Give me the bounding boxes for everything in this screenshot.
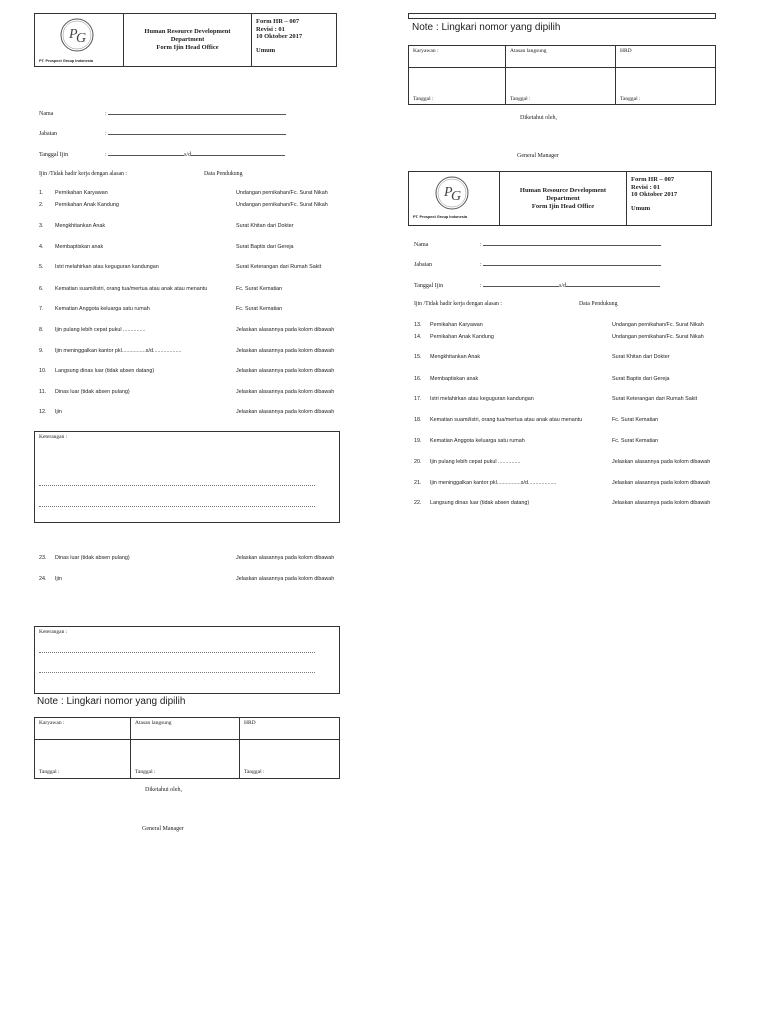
form-number: Form HR – 007 bbox=[256, 18, 300, 25]
dept-line-2: Department bbox=[546, 194, 580, 202]
signature-header-row bbox=[409, 46, 715, 68]
reason-item[interactable] bbox=[39, 576, 62, 582]
header-info-cell bbox=[252, 14, 336, 66]
supporting-doc: Undangan pernikahan/Fc. Surat Nikah bbox=[612, 322, 704, 328]
position-label: Jabatan bbox=[414, 262, 432, 268]
company-logo-icon bbox=[59, 17, 95, 53]
reason-item[interactable] bbox=[39, 286, 207, 292]
header-info-cell bbox=[627, 172, 711, 225]
leave-date-to-line[interactable] bbox=[566, 282, 660, 287]
leave-date-from-line[interactable] bbox=[108, 151, 184, 156]
form-date: 10 Oktober 2017 bbox=[256, 33, 303, 40]
leave-date-label: Tanggal Ijin bbox=[414, 283, 444, 289]
reason-item[interactable] bbox=[414, 438, 525, 444]
signature-table bbox=[34, 717, 340, 779]
supporting-doc: Surat Baptis dari Gereja bbox=[612, 376, 670, 382]
reason-item[interactable] bbox=[39, 389, 130, 395]
remarks-line bbox=[39, 485, 315, 486]
acknowledged-by: Diketahui oleh, bbox=[145, 787, 182, 793]
remarks-label: Keterangan : bbox=[39, 434, 68, 440]
supporting-doc: Jelaskan alasannya pada kolom dibawah bbox=[236, 555, 335, 561]
general-manager-label: General Manager bbox=[517, 153, 559, 159]
reason-item[interactable] bbox=[39, 409, 62, 415]
reason-text: Ijin meninggalkan kantor pkl................s/d................... bbox=[55, 348, 182, 354]
note-text: Note : Lingkari nomor yang dipilih bbox=[37, 696, 186, 707]
name-field[interactable]: Nama : bbox=[414, 241, 661, 248]
reason-text: Dinas luar (tidak absen pulang) bbox=[55, 389, 130, 395]
company-logo-icon bbox=[434, 175, 470, 211]
supervisor-label: Atasan langsung bbox=[135, 720, 172, 726]
supporting-doc: Fc. Surat Kematian bbox=[236, 306, 283, 312]
signature-table-right bbox=[408, 45, 716, 105]
supporting-doc: Jelaskan alasannya pada kolom dibawah bbox=[612, 480, 711, 486]
reason-item[interactable] bbox=[39, 202, 119, 208]
reason-number[interactable]: 18. bbox=[414, 417, 422, 423]
supporting-doc: Jelaskan alasannya pada kolom dibawah bbox=[612, 459, 711, 465]
reason-text: Mengkhitankan Anak bbox=[55, 223, 106, 229]
supporting-doc: Jelaskan alasannya pada kolom dibawah bbox=[236, 368, 335, 374]
position-field[interactable]: Jabatan : bbox=[414, 261, 661, 268]
reason-heading: Ijin /Tidak hadir kerja dengan alasan : bbox=[39, 171, 128, 177]
remarks-line bbox=[39, 506, 315, 507]
supporting-doc: Jelaskan alasannya pada kolom dibawah bbox=[236, 389, 335, 395]
reason-number[interactable]: 23. bbox=[39, 555, 47, 561]
reason-number[interactable]: 3. bbox=[39, 223, 44, 229]
dept-line-2: Department bbox=[170, 36, 205, 43]
reason-item[interactable] bbox=[414, 480, 556, 486]
form-category: Umum bbox=[631, 204, 651, 212]
name-line[interactable] bbox=[108, 110, 286, 115]
svg-text:G: G bbox=[76, 31, 87, 46]
hrd-label: HRD bbox=[620, 48, 632, 54]
reason-item[interactable] bbox=[39, 223, 105, 229]
header-title-cell bbox=[500, 172, 627, 225]
employee-date-label: Tanggal : bbox=[413, 96, 434, 102]
remarks-label: Keterangan : bbox=[39, 629, 68, 635]
reason-number[interactable]: 13. bbox=[414, 322, 422, 328]
reason-item[interactable] bbox=[39, 555, 130, 561]
supporting-doc: Surat Keterangan dari Rumah Sakit bbox=[612, 396, 698, 402]
reason-number[interactable]: 11. bbox=[39, 389, 47, 395]
hrd-date-label: Tanggal : bbox=[620, 96, 641, 102]
reason-number[interactable]: 17. bbox=[414, 396, 422, 402]
reason-item[interactable] bbox=[414, 322, 483, 328]
reason-item[interactable] bbox=[39, 306, 150, 312]
reason-text: Pernikahan Karyawan bbox=[55, 190, 108, 196]
supporting-doc: Surat Khitan dari Dokter bbox=[612, 354, 670, 360]
leave-date-field[interactable]: Tanggal Ijin : s/d bbox=[39, 151, 285, 158]
dept-line-1: Human Resource Development bbox=[519, 186, 607, 194]
supporting-doc: Surat Khitan dari Dokter bbox=[236, 223, 294, 229]
reason-text: Membaptiskan anak bbox=[55, 244, 104, 250]
reason-text: Kematian Anggota keluarga satu rumah bbox=[55, 306, 150, 312]
reason-text: Kematian Anggota keluarga satu rumah bbox=[430, 438, 525, 444]
supporting-doc: Surat Baptis dari Gereja bbox=[236, 244, 294, 250]
supporting-doc: Jelaskan alasannya pada kolom dibawah bbox=[236, 348, 335, 354]
reason-text: Langsung dinas luar (tidak absen datang) bbox=[430, 500, 530, 506]
form-date: 10 Oktober 2017 bbox=[631, 191, 678, 198]
reason-text: Ijin pulang lebih cepat pukul ............... bbox=[55, 327, 146, 333]
reason-item[interactable] bbox=[414, 500, 529, 506]
reason-number[interactable]: 16. bbox=[414, 376, 422, 382]
svg-text:G: G bbox=[451, 189, 462, 204]
position-line[interactable] bbox=[483, 261, 661, 266]
supporting-doc: Fc. Surat Kematian bbox=[612, 417, 659, 423]
reason-number[interactable]: 19. bbox=[414, 438, 422, 444]
reason-item[interactable] bbox=[414, 417, 582, 423]
supporting-doc: Fc. Surat Kematian bbox=[236, 286, 283, 292]
reason-number[interactable]: 7. bbox=[39, 306, 44, 312]
form-header-left bbox=[34, 13, 337, 67]
general-manager-label: General Manager bbox=[142, 826, 184, 832]
name-label: Nama bbox=[39, 111, 54, 117]
leave-date-field[interactable]: Tanggal Ijin : s/d bbox=[414, 282, 660, 289]
remarks-line bbox=[39, 652, 315, 653]
svg-text:P: P bbox=[69, 27, 78, 42]
company-name: PT. Prospect Group Indonesia bbox=[39, 59, 94, 63]
position-line[interactable] bbox=[108, 130, 286, 135]
acknowledged-by: Diketahui oleh, bbox=[520, 115, 557, 121]
employee-date-label: Tanggal : bbox=[39, 769, 60, 775]
leave-date-label: Tanggal Ijin bbox=[39, 152, 69, 158]
supporting-doc: Jelaskan alasannya pada kolom dibawah bbox=[236, 327, 335, 333]
reason-number[interactable]: 10. bbox=[39, 368, 47, 374]
supervisor-date-label: Tanggal : bbox=[510, 96, 531, 102]
top-right-strip bbox=[408, 13, 716, 19]
reason-item[interactable] bbox=[39, 244, 103, 250]
reason-number[interactable]: 21. bbox=[414, 480, 422, 486]
reason-text: Istri melahirkan atau keguguran kandungan bbox=[430, 396, 534, 402]
reason-number[interactable]: 1. bbox=[39, 190, 44, 196]
reason-number[interactable]: 4. bbox=[39, 244, 44, 250]
name-line[interactable] bbox=[483, 241, 661, 246]
reason-number[interactable]: 15. bbox=[414, 354, 422, 360]
supporting-doc: Surat Keterangan dari Rumah Sakit bbox=[236, 264, 322, 270]
supporting-doc: Jelaskan alasannya pada kolom dibawah bbox=[612, 500, 711, 506]
sd-label: s/d bbox=[559, 283, 567, 289]
form-revision: Revisi : 01 bbox=[631, 183, 660, 191]
reason-number[interactable]: 9. bbox=[39, 348, 44, 354]
reason-text: Langsung dinas luar (tidak absen datang) bbox=[55, 368, 155, 374]
reason-text: Dinas luar (tidak absen pulang) bbox=[55, 555, 130, 561]
remarks-line bbox=[39, 672, 315, 673]
dept-line-1: Human Resource Development bbox=[144, 28, 231, 35]
reason-item[interactable] bbox=[39, 327, 146, 333]
supervisor-label: Atasan langsung bbox=[510, 48, 547, 54]
reason-number[interactable]: 22. bbox=[414, 500, 422, 506]
reason-number[interactable]: 20. bbox=[414, 459, 422, 465]
hrd-label: HRD bbox=[244, 720, 256, 726]
supervisor-date-label: Tanggal : bbox=[135, 769, 156, 775]
reason-text: Ijin bbox=[55, 409, 62, 415]
reason-item[interactable] bbox=[39, 190, 108, 196]
leave-date-from-line[interactable] bbox=[483, 282, 559, 287]
reason-heading: Ijin /Tidak hadir kerja dengan alasan : bbox=[414, 301, 503, 307]
reason-text: Pernikahan Anak Kandung bbox=[55, 202, 119, 208]
reason-item[interactable] bbox=[39, 264, 159, 270]
supporting-data-heading: Data Pendukung bbox=[579, 301, 618, 307]
name-field[interactable]: Nama : bbox=[39, 110, 286, 117]
note-text-right: Note : Lingkari nomor yang dipilih bbox=[412, 22, 561, 33]
reason-text: Ijin meninggalkan kantor pkl................s/d................... bbox=[430, 480, 557, 486]
reason-item[interactable] bbox=[414, 376, 478, 382]
supporting-doc: Undangan pernikahan/Fc. Surat Nikah bbox=[612, 334, 704, 340]
reason-number[interactable]: 2. bbox=[39, 202, 44, 208]
reason-item[interactable] bbox=[39, 368, 154, 374]
remarks-box[interactable] bbox=[34, 431, 340, 523]
supporting-doc: Jelaskan alasannya pada kolom dibawah bbox=[236, 409, 335, 415]
supporting-doc: Undangan pernikahan/Fc. Surat Nikah bbox=[236, 190, 328, 196]
header-title-cell bbox=[124, 14, 252, 66]
reason-item[interactable] bbox=[414, 334, 494, 340]
supporting-doc: Fc. Surat Kematian bbox=[612, 438, 659, 444]
name-label: Nama bbox=[414, 242, 429, 248]
reason-number[interactable]: 14. bbox=[414, 334, 422, 340]
svg-text:P: P bbox=[444, 185, 453, 200]
reason-text: Istri melahirkan atau keguguran kandungan bbox=[55, 264, 159, 270]
form-header-right bbox=[408, 171, 712, 226]
reason-item[interactable] bbox=[414, 396, 534, 402]
supporting-data-heading: Data Pendukung bbox=[204, 171, 243, 177]
reason-item[interactable] bbox=[39, 348, 181, 354]
supporting-doc: Undangan pernikahan/Fc. Surat Nikah bbox=[236, 202, 328, 208]
reason-text: Ijin pulang lebih cepat pukul ............... bbox=[430, 459, 521, 465]
position-field[interactable]: Jabatan : bbox=[39, 130, 286, 137]
reason-text: Kematian suami/istri, orang tua/mertua atau anak atau menantu bbox=[430, 417, 583, 423]
logo-cell bbox=[409, 172, 500, 225]
form-revision: Revisi : 01 bbox=[256, 25, 285, 33]
reason-item[interactable] bbox=[414, 459, 521, 465]
form-number: Form HR – 007 bbox=[631, 176, 675, 183]
reason-number[interactable]: 8. bbox=[39, 327, 44, 333]
company-name: PT. Prospect Group Indonesia bbox=[413, 215, 468, 219]
signature-header-row bbox=[35, 718, 339, 740]
employee-label: Karyawan : bbox=[39, 720, 65, 726]
reason-text: Pernikahan Anak Kandung bbox=[430, 334, 494, 340]
reason-text: Ijin bbox=[55, 576, 62, 582]
reason-number[interactable]: 12. bbox=[39, 409, 47, 415]
reason-number[interactable]: 24. bbox=[39, 576, 47, 582]
form-category: Umum bbox=[256, 46, 276, 54]
form-title: Form Ijin Head Office bbox=[531, 202, 595, 210]
reason-text: Membaptiskan anak bbox=[430, 376, 479, 382]
remarks-box-2[interactable] bbox=[34, 626, 340, 694]
sd-label: s/d bbox=[184, 152, 192, 158]
reason-text: Mengkhitankan Anak bbox=[430, 354, 481, 360]
form-title: Form Ijin Head Office bbox=[156, 44, 219, 51]
hrd-date-label: Tanggal : bbox=[244, 769, 265, 775]
reason-item[interactable] bbox=[414, 354, 480, 360]
leave-date-to-line[interactable] bbox=[191, 151, 285, 156]
position-label: Jabatan bbox=[39, 131, 57, 137]
reason-text: Pernikahan Karyawan bbox=[430, 322, 483, 328]
employee-label: Karyawan : bbox=[413, 48, 439, 54]
reason-number[interactable]: 6. bbox=[39, 286, 44, 292]
reason-number[interactable]: 5. bbox=[39, 264, 44, 270]
reason-text: Kematian suami/istri, orang tua/mertua atau anak atau menantu bbox=[55, 286, 208, 292]
logo-cell bbox=[35, 14, 124, 66]
supporting-doc: Jelaskan alasannya pada kolom dibawah bbox=[236, 576, 335, 582]
